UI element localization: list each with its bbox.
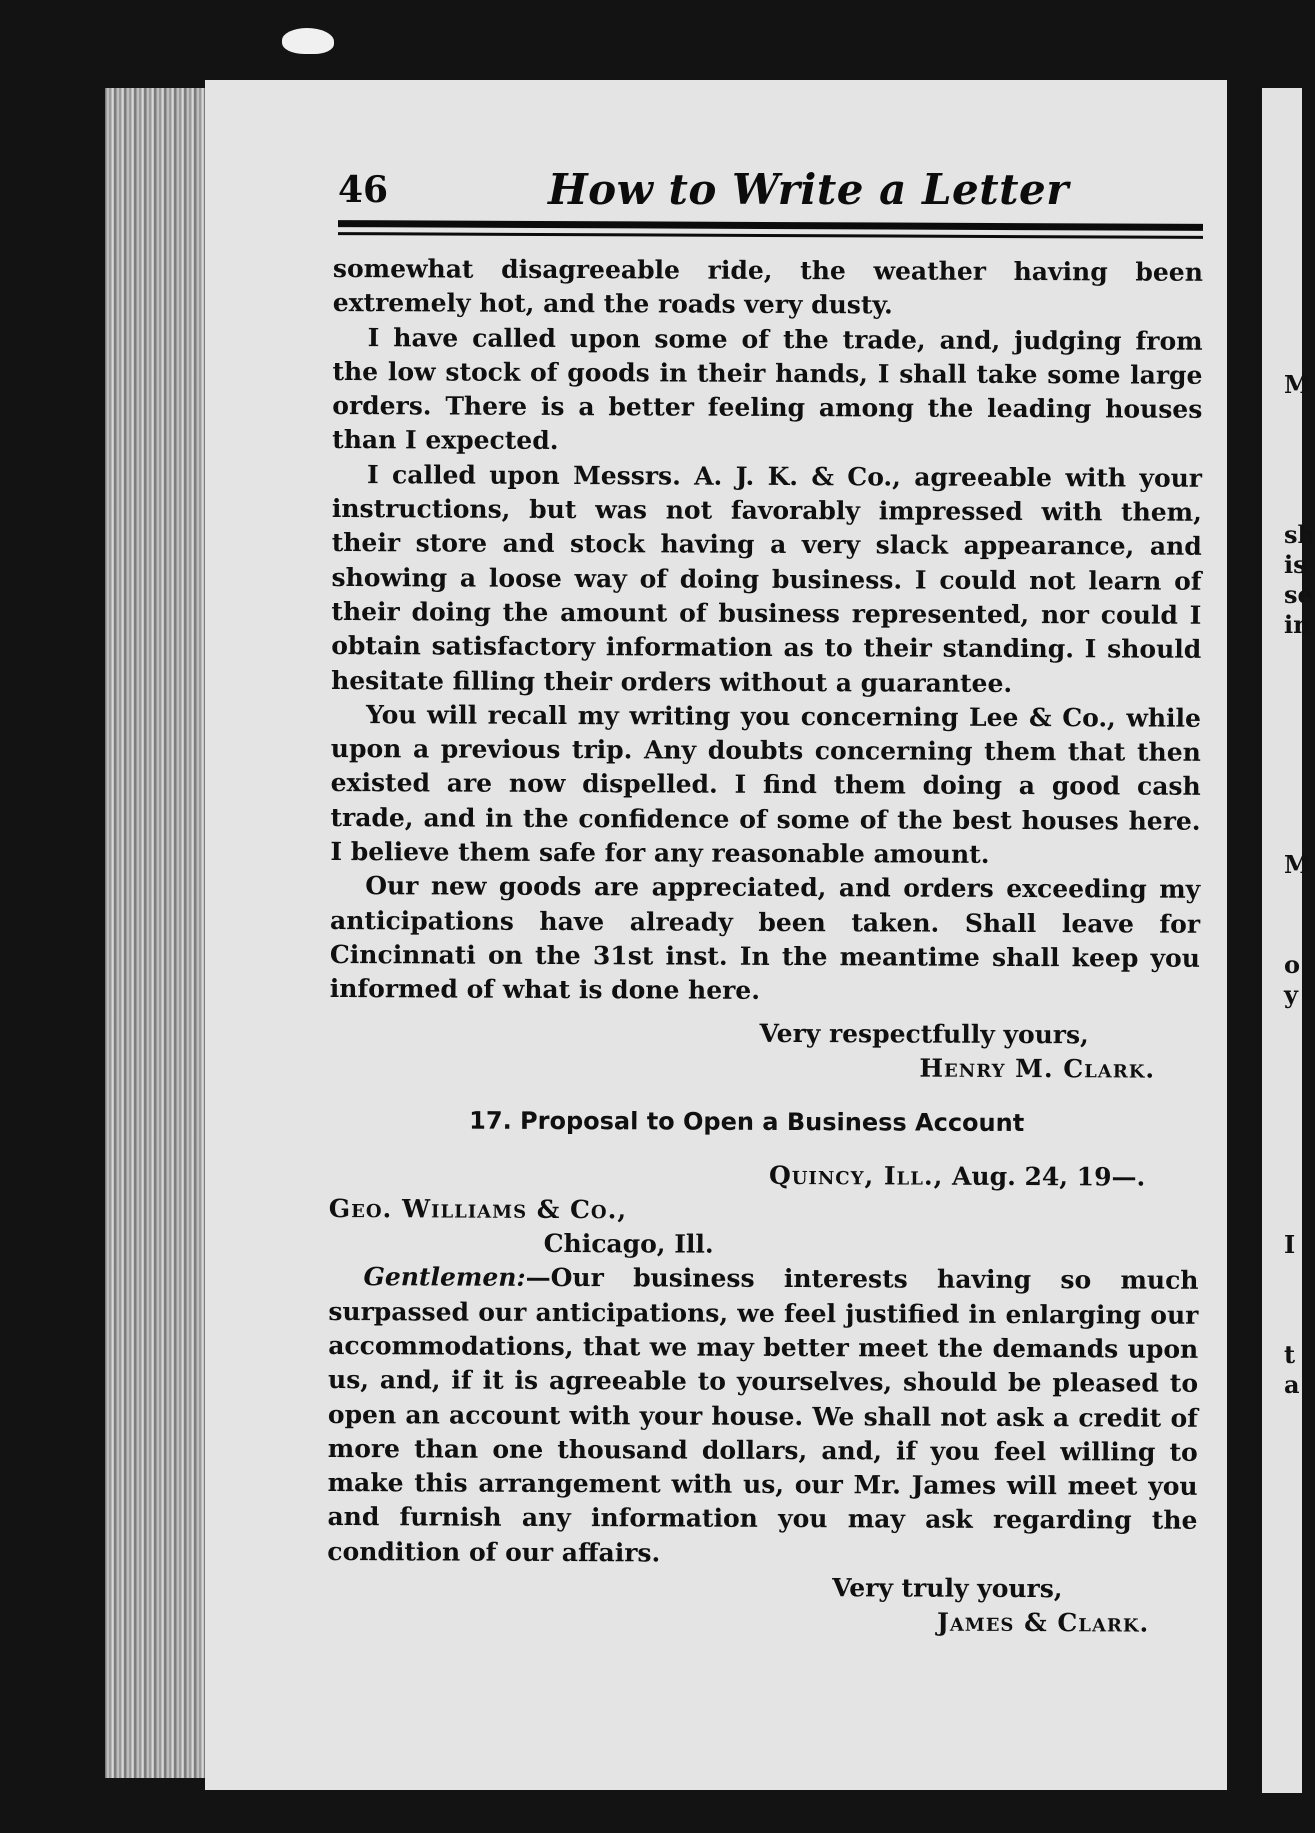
letter17-body bbox=[327, 1260, 1198, 1572]
letter17-body-text: —Our business interests having so much surpassed our anticipations, we feel justified in enlarging our accommodations, that we may better meet the demands upon us, and, if it is agreeable to yourselves, should be pleased to open an account with your house. We shall not ask a credit of more than one thousand dollars, and, if you feel willing to make this arrangement with us, our Mr. James will meet you and furnish any information you may ask regarding the condition of our affairs. bbox=[327, 1263, 1199, 1568]
letter16-paragraph: I called upon Messrs. A. J. K. & Co., agreeable with your instructions, but was not favorably impressed with them, their store and stock having a very slack appearance, and showing a loose way of doing business. I could not learn of their doing the amount of business represented, nor could I obtain satisfactory information as to their standing. I should hesitate filling their orders without a guarantee. bbox=[331, 459, 1203, 698]
letter16-paragraph: I have called upon some of the trade, and, judging from the low stock of goods in their hands, I shall take some large orders. There is a better feeling among the leading houses than I expected. bbox=[332, 322, 1203, 456]
adjacent-fragment: t bbox=[1284, 1340, 1296, 1369]
adjacent-fragment: M bbox=[1284, 370, 1311, 399]
adjacent-fragment: sh bbox=[1284, 520, 1315, 549]
letter16-paragraph: You will recall my writing you concerning Lee & Co., while upon a previous trip. Any doubts concerning them that then existed are now dispelled. I find them doing a good cash trade, and in the confidence of some of the best houses here. I believe them safe for any reasonable amount. bbox=[330, 700, 1202, 869]
book-spine-gutter bbox=[105, 88, 215, 1778]
letter16-closing: Very respectfully yours, bbox=[759, 1018, 1089, 1049]
letter16-paragraph: Our new goods are appreciated, and orders exceeding my anticipations have already been taken. Shall leave for Cincinnati on the 31st inst. In the meantime shall keep you informed of what is done here. bbox=[329, 871, 1201, 1006]
adjacent-fragment: y bbox=[1284, 980, 1298, 1009]
letter16-paragraph: somewhat disagreeable ride, the weather having been extremely hot, and the roads very dusty. bbox=[332, 253, 1203, 320]
section-heading: 17. Proposal to Open a Business Account bbox=[469, 1106, 1025, 1138]
adjacent-fragment: is bbox=[1284, 550, 1307, 579]
adjacent-fragment: I bbox=[1284, 1230, 1296, 1259]
paper-blot bbox=[282, 28, 334, 54]
page-header bbox=[338, 165, 1203, 225]
adjacent-page-edge bbox=[1262, 88, 1315, 1793]
letter17-addressee: Geo. Williams & Co., bbox=[328, 1193, 628, 1225]
letter17-closing: Very truly yours, bbox=[832, 1573, 1063, 1604]
letter16-signature: Henry M. Clark. bbox=[919, 1053, 1156, 1084]
page-body bbox=[327, 252, 1203, 1641]
letter17-signature: James & Clark. bbox=[936, 1607, 1150, 1638]
adjacent-fragment: in bbox=[1284, 610, 1311, 639]
dateline-date: Aug. 24, 19—. bbox=[951, 1162, 1146, 1192]
running-title: How to Write a Letter bbox=[548, 165, 1069, 214]
adjacent-fragment: se bbox=[1284, 580, 1313, 609]
adjacent-fragment: o bbox=[1284, 950, 1301, 979]
page-number: 46 bbox=[338, 169, 389, 211]
adjacent-fragment: a bbox=[1284, 1370, 1300, 1399]
letter17-dateline bbox=[329, 1157, 1199, 1195]
letter17-salutation: Gentlemen: bbox=[363, 1262, 526, 1293]
adjacent-fragment: M bbox=[1284, 850, 1311, 879]
dateline-place: Quincy, Ill., bbox=[768, 1161, 944, 1192]
letter17-address: Chicago, Ill. bbox=[543, 1228, 714, 1259]
